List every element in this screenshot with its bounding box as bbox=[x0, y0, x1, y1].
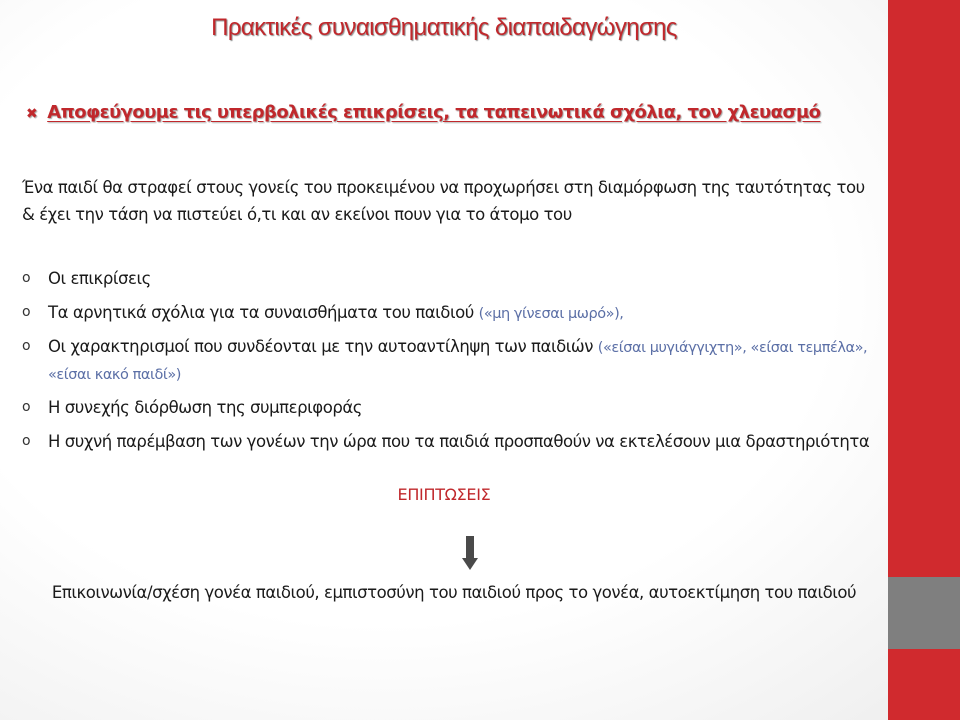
list-item bbox=[22, 429, 872, 456]
down-arrow-icon bbox=[462, 536, 478, 570]
sidebar-red-bottom bbox=[888, 649, 960, 720]
list-item-note: («είσαι μυγιάγγιχτη», «είσαι τεμπέλα», «είσαι κακό παιδί») bbox=[48, 340, 868, 383]
list-item-text: Η συνεχής διόρθωση της συμπεριφοράς bbox=[48, 398, 363, 417]
circle-bullet-icon: o bbox=[22, 338, 31, 354]
list-item-text: Τα αρνητικά σχόλια για τα συναισθήματα του παιδιού bbox=[48, 303, 479, 322]
circle-bullet-icon: o bbox=[22, 399, 31, 415]
list-item bbox=[22, 300, 872, 327]
circle-bullet-icon: o bbox=[22, 304, 31, 320]
circle-bullet-icon: o bbox=[22, 270, 31, 286]
heading-text: Αποφεύγουμε τις υπερβολικές επικρίσεις, τα ταπεινωτικά σχόλια, τον χλευασμό bbox=[47, 102, 821, 123]
effects-label: ΕΠΙΠΤΩΣΕΙΣ bbox=[397, 485, 491, 504]
sidebar-gray-block bbox=[888, 577, 960, 649]
list-item bbox=[22, 266, 872, 293]
sidebar-red-top bbox=[888, 0, 960, 577]
criticism-list bbox=[22, 266, 872, 463]
circle-bullet-icon: o bbox=[22, 433, 31, 449]
heading bbox=[26, 102, 876, 123]
list-item bbox=[22, 334, 872, 388]
list-item-text: Η συχνή παρέμβαση των γονέων την ώρα που τα παιδιά προσπαθούν να εκτελέσουν μια δραστηριότητα bbox=[48, 432, 870, 451]
conclusion-text: Επικοινωνία/σχέση γονέα παιδιού, εμπιστοσύνη του παιδιού προς το γονέα, αυτοεκτίμηση του παιδιού bbox=[51, 583, 857, 602]
list-item-text: Οι χαρακτηρισμοί που συνδέονται με την αυτοαντίληψη των παιδιών bbox=[48, 337, 598, 356]
list-item-note: («μη γίνεσαι μωρό»), bbox=[478, 306, 624, 322]
slide-title: Πρακτικές συναισθηματικής διαπαιδαγώγησης bbox=[211, 14, 677, 41]
list-item bbox=[22, 395, 872, 422]
x-mark-icon: ✖ bbox=[26, 106, 38, 122]
list-item-text: Οι επικρίσεις bbox=[48, 269, 151, 288]
intro-paragraph: Ένα παιδί θα στραφεί στους γονείς του προκειμένου να προχωρήσει στη διαμόρφωση της ταυτότητας του & έχει την τάση να πιστεύει ό,τι και αν εκείνοι πουν για το άτομο του bbox=[22, 178, 865, 224]
